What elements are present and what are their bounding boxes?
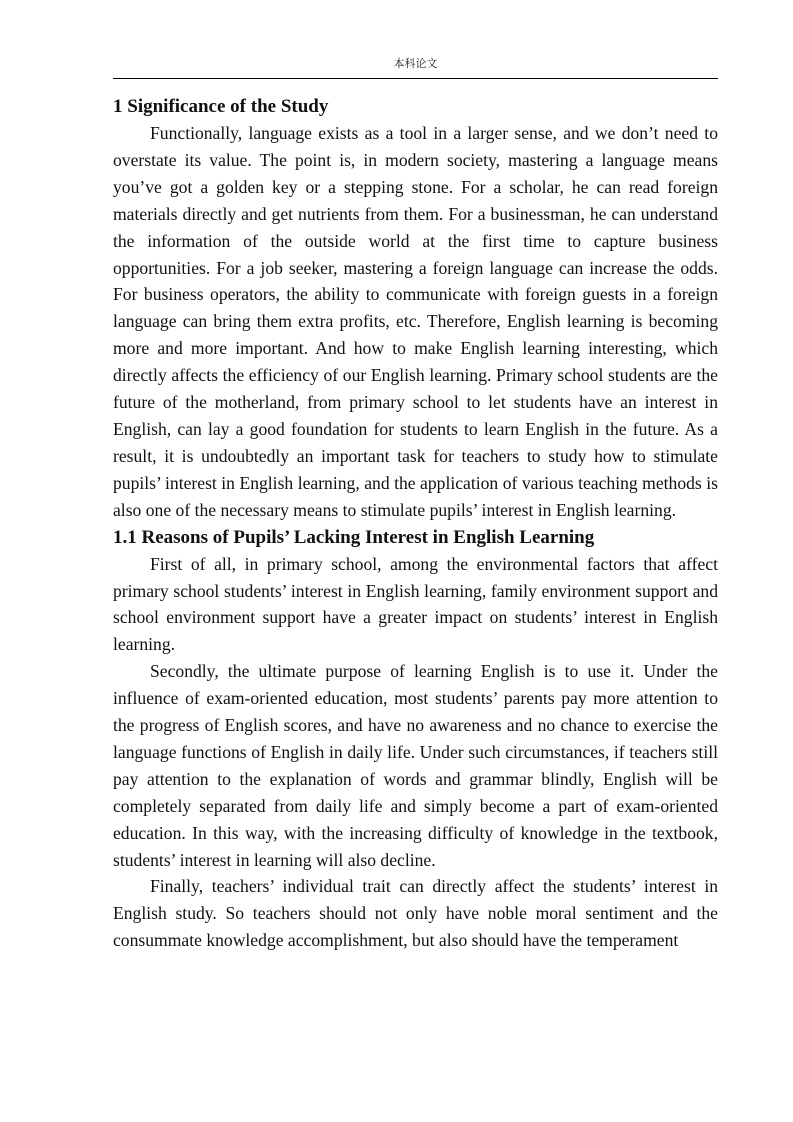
paragraph: Secondly, the ultimate purpose of learning English is to use it. Under the influence of exam-oriented education, most students’ parents pay more attention to the progress of English scores, and have no awareness and no chance to exercise the language functions of English in daily life. Under such circumstances, if teachers still pay attention to the explanation of words and grammar blindly, English will be completely separated from daily life and simply become a part of exam-oriented education. In this way, with the increasing difficulty of knowledge in the textbook, students’ interest in learning will also decline. xyxy=(113,661,718,870)
section-heading: 1 Significance of the Study xyxy=(113,96,329,117)
paragraph: First of all, in primary school, among the environmental factors that affect primary school students’ interest in English learning, family environment support and school environment support have a greater impact on students’ interest in English learning. xyxy=(113,553,718,655)
page-header xyxy=(113,52,718,79)
subsection-heading: 1.1 Reasons of Pupils’ Lacking Interest in English Learning xyxy=(113,526,595,548)
running-title: 本科论文 xyxy=(393,57,438,70)
document-body xyxy=(113,93,718,954)
paragraph: Finally, teachers’ individual trait can directly affect the students’ interest in English study. So teachers should not only have noble moral sentiment and the consummate knowledge accomplishment, but also should have the temperament xyxy=(113,876,718,951)
paragraph: Functionally, language exists as a tool in a larger sense, and we don’t need to overstate its value. The point is, in modern society, mastering a language means you’ve got a golden key or a stepping stone. For a scholar, he can read foreign materials directly and get nutrients from them. For a businessman, he can understand the information of the outside world at the first time to capture business opportunities. For a job seeker, mastering a foreign language can increase the odds. For business operators, the ability to communicate with foreign guests in a foreign language can bring them extra profits, etc. Therefore, English learning is becoming more and more important. And how to make English learning interesting, which directly affects the efficiency of our English learning. Primary school students are the future of the motherland, from primary school to let students have an interest in English, can lay a good foundation for students to learn English in the future. As a result, it is undoubtedly an important task for teachers to study how to stimulate pupils’ interest in English learning, and the application of various teaching methods is also one of the necessary means to stimulate pupils’ interest in English learning. xyxy=(113,123,718,520)
